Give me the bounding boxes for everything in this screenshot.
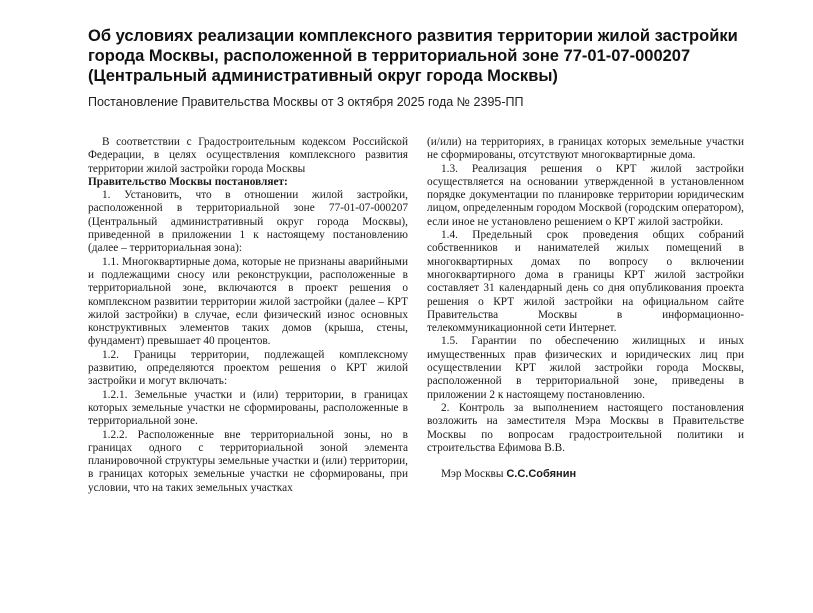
right-column (427, 136, 744, 481)
document-title (88, 26, 788, 86)
clause-1-3: 1.3. Реализация решения о КРТ жилой застройки осуществляется на основании утвержденной в установленном порядке документации по планировке территории юридическим лицом, определенным городом Москвой (городским оператором), если иное не установлено решением о КРТ жилой застройки. (427, 162, 744, 228)
clause-1-4: 1.4. Предельный срок проведения общих собраний собственников и нанимателей жилых помещений в многоквартирных домах по вопросу о включении многоквартирного дома в границы КРТ жилой застройки составляет 31 календарный день со дня опубликования проекта решения о КРТ жилой застройки на официальном сайте Правительства Москвы в информационно-телекоммуникационной сети Интернет. (427, 229, 744, 335)
decree-statement: Правительство Москвы постановляет: (88, 175, 288, 188)
title-line: (Центральный административный округ города Москвы) (88, 67, 558, 85)
signature-name: С.С.Собянин (506, 468, 577, 481)
clause-1-2: 1.2. Границы территории, подлежащей комплексному развитию, определяются проектом решения о КРТ жилой застройки и могут включать: (88, 348, 408, 388)
clause-1: 1. Установить, что в отношении жилой застройки, расположенной в территориальной зоне 77-01-07-000207 (Центральный административный округ города Москвы), приведенной в приложении 1 к настоящему постановлению (далее – территориальная зона): (88, 189, 408, 255)
clause-1-5: 1.5. Гарантии по обеспечению жилищных и иных имущественных прав физических и юридических лиц при осуществлении КРТ жилой застройки города Москвы, расположенной в территориальной зоне, приведены в приложении 2 к настоящему постановлению. (427, 335, 744, 401)
left-column (88, 136, 408, 495)
clause-1-2-1: 1.2.1. Земельные участки и (или) территории, в границах которых земельные участки не сформированы, расположенные в территориальной зоне. (88, 388, 408, 428)
clause-1-2-2: 1.2.2. Расположенные вне территориальной зоны, но в границах одного с территориальной зоной элемента планировочной структуры земельные участки и (или) территории, в границах которых земельные участки не сформированы, при условии, что на таких земельных участках (88, 428, 408, 494)
signature-label: Мэр Москвы (441, 468, 504, 481)
intro-paragraph: В соответствии с Градостроительным кодексом Российской Федерации, в целях осуществления комплексного развития территории жилой застройки города Москвы (88, 136, 408, 175)
title-line: города Москвы, расположенной в территориальной зоне 77-01-07-000207 (88, 47, 691, 65)
clause-2: 2. Контроль за выполнением настоящего постановления возложить на заместителя Мэра Москвы в Правительстве Москвы по вопросам градостроительной политики и строительства Ефимова В.В. (427, 401, 744, 454)
signature-block (427, 468, 744, 481)
clause-1-1: 1.1. Многоквартирные дома, которые не признаны аварийными и подлежащими сносу или реконструкции, расположенные в территориальной зоне, включаются в проект решения о комплексном развитии территории жилой застройки (далее – КРТ жилой застройки) в случае, если физический износ основных конструктивных элементов таких домов (крыша, стены, фундамент) превышает 40 процентов. (88, 255, 408, 348)
clause-1-2-2-continued: (и/или) на территориях, в границах которых земельные участки не сформированы, отсутствуют многоквартирные дома. (427, 136, 744, 162)
decree-reference: Постановление Правительства Москвы от 3 октября 2025 года № 2395-ПП (88, 95, 524, 109)
title-line: Об условиях реализации комплексного развития территории жилой застройки (88, 27, 738, 45)
